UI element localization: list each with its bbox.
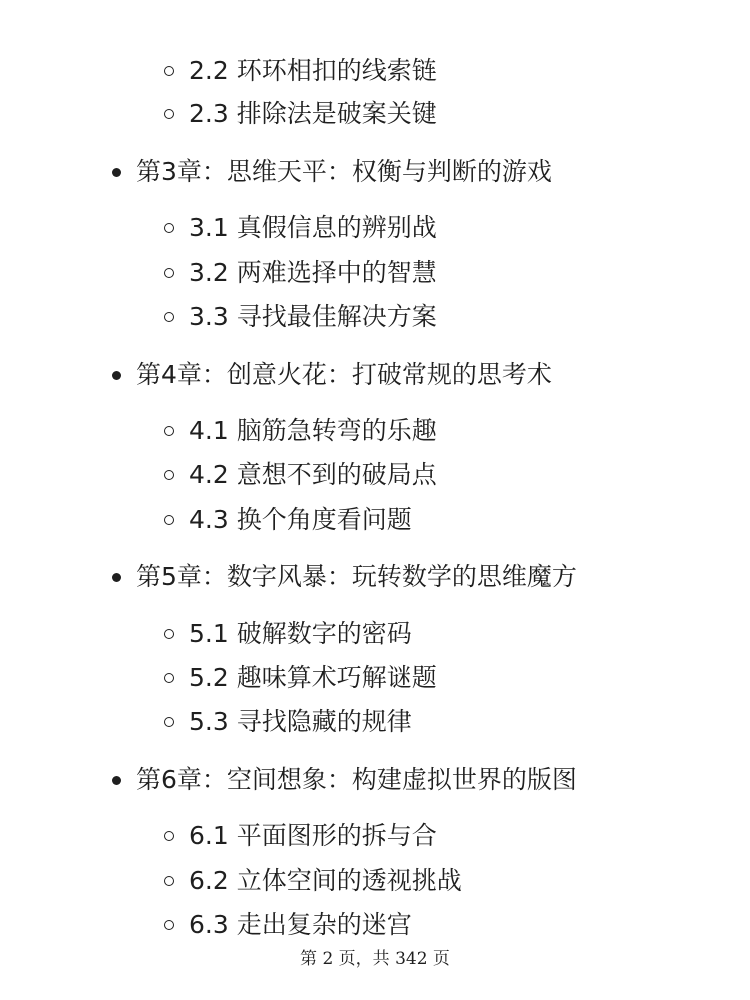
filled-bullet-icon (112, 168, 121, 177)
hollow-bullet-icon (164, 312, 174, 322)
section-title: 4.2 意想不到的破局点 (189, 460, 437, 489)
section-item (189, 821, 437, 851)
section-title: 6.1 平面图形的拆与合 (189, 821, 437, 850)
section-item (189, 302, 437, 332)
hollow-bullet-icon (164, 717, 174, 727)
hollow-bullet-icon (164, 876, 174, 886)
chapter-title: 第4章：创意火花：打破常规的思考术 (136, 360, 552, 389)
section-title: 4.3 换个角度看问题 (189, 505, 412, 534)
hollow-bullet-icon (164, 109, 174, 119)
section-title: 2.3 排除法是破案关键 (189, 99, 437, 128)
hollow-bullet-icon (164, 629, 174, 639)
hollow-bullet-icon (164, 268, 174, 278)
section-item (189, 99, 437, 129)
section-item (189, 707, 412, 737)
filled-bullet-icon (112, 776, 121, 785)
section-item (189, 460, 437, 490)
hollow-bullet-icon (164, 470, 174, 480)
section-item (189, 258, 437, 288)
hollow-bullet-icon (164, 515, 174, 525)
hollow-bullet-icon (164, 66, 174, 76)
section-item (189, 56, 437, 86)
section-item (189, 866, 462, 896)
section-item (189, 663, 437, 693)
section-title: 3.2 两难选择中的智慧 (189, 258, 437, 287)
section-title: 5.2 趣味算术巧解谜题 (189, 663, 437, 692)
chapter-title: 第5章：数字风暴：玩转数学的思维魔方 (136, 562, 577, 591)
hollow-bullet-icon (164, 673, 174, 683)
chapter-item (136, 360, 552, 390)
hollow-bullet-icon (164, 223, 174, 233)
chapter-item (136, 765, 577, 795)
chapter-item (136, 562, 577, 592)
filled-bullet-icon (112, 371, 121, 380)
section-title: 6.3 走出复杂的迷宫 (189, 910, 412, 939)
section-item (189, 619, 412, 649)
section-title: 5.3 寻找隐藏的规律 (189, 707, 412, 736)
section-title: 2.2 环环相扣的线索链 (189, 56, 437, 85)
section-item (189, 505, 412, 535)
section-item (189, 910, 412, 940)
chapter-title: 第6章：空间想象：构建虚拟世界的版图 (136, 765, 577, 794)
hollow-bullet-icon (164, 831, 174, 841)
section-item (189, 213, 437, 243)
hollow-bullet-icon (164, 920, 174, 930)
section-title: 3.3 寻找最佳解决方案 (189, 302, 437, 331)
section-title: 4.1 脑筋急转弯的乐趣 (189, 416, 437, 445)
chapter-title: 第3章：思维天平：权衡与判断的游戏 (136, 157, 552, 186)
hollow-bullet-icon (164, 426, 174, 436)
section-title: 5.1 破解数字的密码 (189, 619, 412, 648)
chapter-item (136, 157, 552, 187)
section-title: 6.2 立体空间的透视挑战 (189, 866, 462, 895)
section-item (189, 416, 437, 446)
section-title: 3.1 真假信息的辨别战 (189, 213, 437, 242)
filled-bullet-icon (112, 573, 121, 582)
page-indicator: 第 2 页，共 342 页 (300, 949, 450, 969)
